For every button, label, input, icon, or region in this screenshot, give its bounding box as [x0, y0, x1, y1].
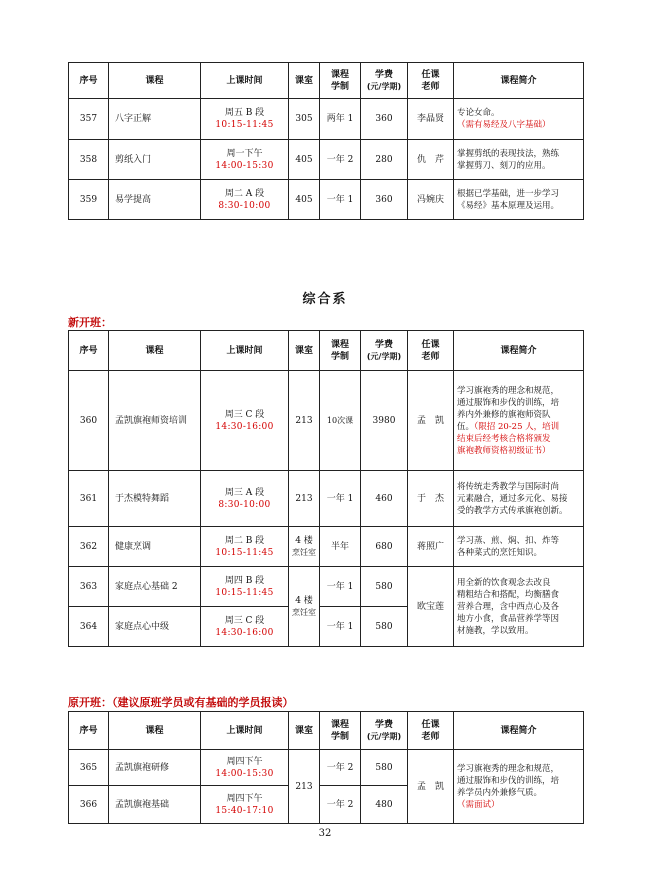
time-day: 周三 C 段	[224, 409, 265, 420]
course-time	[201, 371, 289, 471]
old-class-label: 原开班：（建议原班学员或有基础的学员报读）	[68, 696, 294, 709]
table-header-row	[69, 712, 584, 750]
course-teacher: 冯婉庆	[408, 180, 454, 220]
course-teacher: 孟 凯	[408, 750, 454, 824]
intro-line: 《易经》基本原理及运用。	[457, 200, 560, 211]
course-no: 363	[69, 567, 109, 607]
header-fee	[361, 331, 408, 371]
intro-line: 各种菜式的烹饪知识。	[457, 547, 543, 558]
header-fee-l1: 学费	[374, 69, 393, 80]
course-no: 358	[69, 140, 109, 180]
course-name: 剪纸入门	[109, 140, 201, 180]
header-course: 课程	[109, 712, 201, 750]
header-room: 课室	[289, 712, 320, 750]
course-time	[201, 527, 289, 567]
header-system-l1: 课程	[330, 719, 349, 730]
intro-note: （限招 20-25 人，培训	[474, 421, 560, 432]
intro-line: 通过服饰和步伐的训练，培	[457, 397, 560, 408]
intro-line: 材施教，学以致用。	[457, 625, 534, 636]
course-fee: 580	[361, 750, 408, 786]
header-system-l2: 学制	[330, 351, 349, 362]
course-no: 361	[69, 471, 109, 527]
course-intro	[454, 140, 584, 180]
header-fee-l2: (元/学期)	[366, 351, 402, 361]
table-header-row	[69, 331, 584, 371]
header-room: 课室	[289, 331, 320, 371]
page-number: 32	[318, 828, 332, 839]
header-teacher-l2: 老师	[421, 731, 440, 742]
header-fee-l2: (元/学期)	[366, 731, 402, 741]
course-fee: 580	[361, 607, 408, 647]
intro-line: 掌握剪纸的表现技法，熟练	[457, 148, 560, 159]
new-class-label: 新开班：	[68, 316, 112, 329]
course-name: 家庭点心基础 2	[109, 567, 201, 607]
intro-note: （需有易经及八字基础）	[457, 120, 551, 130]
header-time: 上课时间	[201, 712, 289, 750]
header-teacher-l2: 老师	[421, 351, 440, 362]
time-slot: 14:30-16:00	[215, 421, 274, 432]
course-fee: 680	[361, 527, 408, 567]
course-time	[201, 180, 289, 220]
course-table-2	[68, 330, 584, 647]
header-fee	[361, 712, 408, 750]
course-intro	[454, 471, 584, 527]
time-slot: 8:30-10:00	[218, 200, 271, 211]
room-kitchen: 烹饪室	[292, 547, 316, 557]
course-fee: 460	[361, 471, 408, 527]
table-row	[69, 180, 584, 220]
time-slot: 14:00-15:30	[215, 160, 274, 171]
course-system: 一年 1	[320, 471, 361, 527]
course-name: 八字正解	[109, 99, 201, 140]
header-system-l1: 课程	[330, 69, 349, 80]
time-slot: 8:30-10:00	[218, 499, 271, 510]
course-fee: 3980	[361, 371, 408, 471]
time-day: 周三 C 段	[224, 615, 265, 626]
header-system-l1: 课程	[330, 339, 349, 350]
table-row	[69, 140, 584, 180]
course-name: 于杰模特舞蹈	[109, 471, 201, 527]
table-row	[69, 527, 584, 567]
intro-line: 受的教学方式传承旗袍创新。	[457, 505, 568, 516]
course-intro	[454, 99, 584, 140]
time-slot: 15:40-17:10	[215, 805, 274, 816]
course-room: 405	[289, 140, 320, 180]
header-fee	[361, 63, 408, 99]
course-teacher: 于 杰	[408, 471, 454, 527]
table-header-row	[69, 63, 584, 99]
intro-note: 结束后经考核合格将颁发	[457, 433, 551, 444]
course-teacher: 仇 芹	[408, 140, 454, 180]
course-system: 半年	[320, 527, 361, 567]
course-table-1	[68, 62, 584, 220]
course-no: 359	[69, 180, 109, 220]
course-teacher: 李晶贤	[408, 99, 454, 140]
course-room: 213	[289, 371, 320, 471]
course-system: 一年 2	[320, 786, 361, 824]
course-name: 健康烹调	[109, 527, 201, 567]
course-time	[201, 607, 289, 647]
time-day: 周五 B 段	[224, 108, 265, 118]
intro-line: 专论女命。	[457, 108, 500, 118]
header-time: 上课时间	[201, 63, 289, 99]
time-slot: 10:15-11:45	[215, 120, 274, 130]
intro-line: 用全新的饮食观念去改良	[457, 577, 551, 588]
header-intro: 课程简介	[454, 63, 584, 99]
course-system: 两年 1	[320, 99, 361, 140]
header-intro: 课程简介	[454, 712, 584, 750]
course-system: 一年 1	[320, 567, 361, 607]
course-room	[289, 567, 320, 647]
course-system: 一年 1	[320, 180, 361, 220]
course-fee: 280	[361, 140, 408, 180]
time-day: 周二 A 段	[224, 188, 265, 199]
intro-line: 将传统走秀教学与国际时尚	[457, 481, 560, 492]
intro-line: 养内外兼修的旗袍师资队	[457, 409, 551, 420]
course-system: 一年 1	[320, 607, 361, 647]
header-fee-l2: (元/学期)	[366, 81, 402, 91]
time-day: 周四 B 段	[224, 575, 265, 586]
intro-line: 掌握剪刀、刻刀的应用。	[457, 160, 551, 171]
header-no: 序号	[69, 712, 109, 750]
header-fee-l1: 学费	[374, 339, 393, 350]
course-fee: 480	[361, 786, 408, 824]
intro-line: 学习蒸、煎、焖、扣、炸等	[457, 535, 560, 546]
course-name: 孟凯旗袍基础	[109, 786, 201, 824]
course-no: 365	[69, 750, 109, 786]
header-system-l2: 学制	[330, 731, 349, 742]
room-floor: 4 楼	[295, 595, 313, 606]
course-room: 405	[289, 180, 320, 220]
header-room: 课室	[289, 63, 320, 99]
course-table-3	[68, 711, 584, 824]
table-row	[69, 99, 584, 140]
table-row	[69, 750, 584, 786]
room-kitchen: 烹饪室	[292, 607, 316, 617]
time-slot: 14:00-15:30	[215, 768, 274, 779]
header-system	[320, 712, 361, 750]
course-intro	[454, 527, 584, 567]
course-fee: 360	[361, 99, 408, 140]
header-fee-l1: 学费	[374, 719, 393, 730]
course-no: 362	[69, 527, 109, 567]
intro-line: 学习旗袍秀的理念和规范，	[457, 763, 560, 774]
time-slot: 14:30-16:00	[215, 627, 274, 638]
intro-line: 精粗结合和搭配，均衡膳食	[457, 589, 560, 600]
time-slot: 10:15-11:45	[215, 547, 274, 558]
intro-line: 根据已学基础，进一步学习	[457, 188, 560, 199]
room-floor: 4 楼	[295, 535, 313, 546]
table-row	[69, 471, 584, 527]
course-teacher: 蒋照广	[408, 527, 454, 567]
course-teacher: 欧宝莲	[408, 567, 454, 647]
header-system	[320, 331, 361, 371]
header-no: 序号	[69, 331, 109, 371]
course-time	[201, 786, 289, 824]
course-time	[201, 750, 289, 786]
course-room: 213	[289, 471, 320, 527]
header-teacher-l1: 任课	[421, 339, 440, 350]
time-day: 周四下午	[226, 793, 263, 804]
header-system	[320, 63, 361, 99]
course-fee: 580	[361, 567, 408, 607]
course-time	[201, 567, 289, 607]
header-teacher-l2: 老师	[421, 81, 440, 92]
header-no: 序号	[69, 63, 109, 99]
intro-line: 伍。	[457, 421, 475, 432]
course-intro	[454, 750, 584, 824]
course-name: 孟凯旗袍研修	[109, 750, 201, 786]
intro-note: （需面试）	[457, 799, 500, 810]
time-slot: 10:15-11:45	[215, 587, 274, 598]
intro-line: 养学员内外兼修气质。	[457, 787, 543, 798]
course-room: 305	[289, 99, 320, 140]
header-system-l2: 学制	[330, 81, 349, 92]
course-system: 10次课	[320, 371, 361, 471]
course-room	[289, 527, 320, 567]
section-title: 综合系	[302, 292, 348, 307]
time-day: 周四下午	[226, 756, 263, 767]
course-intro	[454, 567, 584, 647]
course-room: 213	[289, 750, 320, 824]
header-teacher	[408, 712, 454, 750]
course-system: 一年 2	[320, 750, 361, 786]
time-day: 周二 B 段	[224, 535, 265, 546]
course-no: 364	[69, 607, 109, 647]
course-name: 易学提高	[109, 180, 201, 220]
header-course: 课程	[109, 331, 201, 371]
intro-note: 旗袍教师资格初级证书）	[457, 445, 551, 456]
header-teacher-l1: 任课	[421, 69, 440, 80]
course-name: 家庭点心中级	[109, 607, 201, 647]
course-system: 一年 2	[320, 140, 361, 180]
intro-line: 元素融合，通过多元化、易接	[457, 493, 568, 504]
header-intro: 课程简介	[454, 331, 584, 371]
header-teacher-l1: 任课	[421, 719, 440, 730]
course-fee: 360	[361, 180, 408, 220]
time-day: 周三 A 段	[224, 487, 265, 498]
intro-line: 营养合理，含中西点心及各	[457, 601, 560, 612]
table-row	[69, 567, 584, 607]
header-time: 上课时间	[201, 331, 289, 371]
header-teacher	[408, 63, 454, 99]
time-day: 周一下午	[226, 148, 263, 159]
course-intro	[454, 371, 584, 471]
course-teacher: 孟 凯	[408, 371, 454, 471]
table-row	[69, 371, 584, 471]
course-time	[201, 471, 289, 527]
intro-line: 地方小食，食品营养学等因	[457, 613, 560, 624]
course-no: 360	[69, 371, 109, 471]
header-teacher	[408, 331, 454, 371]
intro-line: 学习旗袍秀的理念和规范，	[457, 385, 560, 396]
intro-line: 通过服饰和步伐的训练，培	[457, 775, 560, 786]
header-course: 课程	[109, 63, 201, 99]
course-no: 357	[69, 99, 109, 140]
course-time	[201, 99, 289, 140]
course-name: 孟凯旗袍师资培训	[109, 371, 201, 471]
course-no: 366	[69, 786, 109, 824]
course-time	[201, 140, 289, 180]
course-intro	[454, 180, 584, 220]
